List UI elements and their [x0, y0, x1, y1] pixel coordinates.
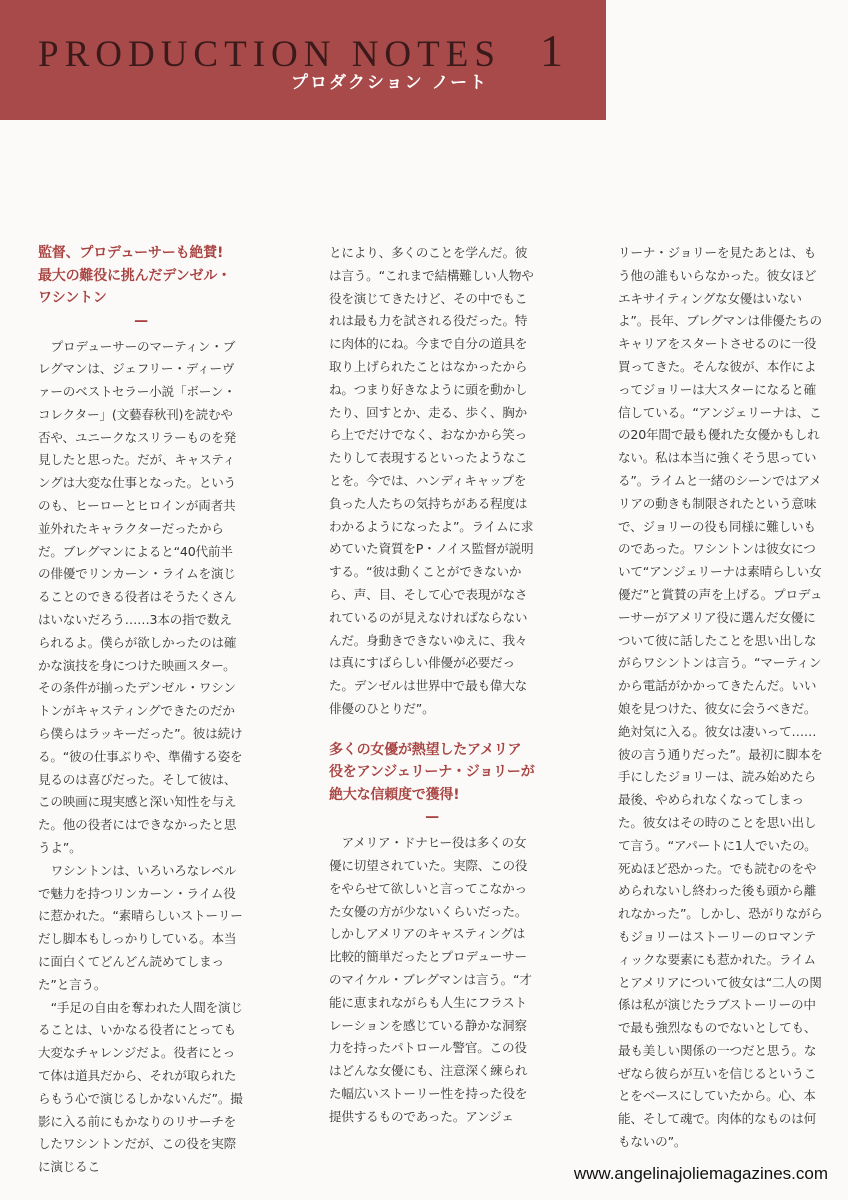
heading-amelia: 多くの女優が熱望したアメリア役をアンジェリーナ・ジョリーが絶大な信頼度で獲得! [329, 741, 535, 803]
header-banner [0, 0, 606, 120]
website-watermark: www.angelinajoliemagazines.com [573, 1164, 828, 1183]
column-1 [38, 242, 244, 1179]
paragraph: “手足の自由を奪われた人間を演じることは、いかなる役者にとっても大変なチャレンジだよ。役者にとって体は道具だから、それが取られたらもう心で演じるしかないんだ”。撮影に入る前にもかなりのリサーチをしたワシントンだが、この役を実際に演じるこ [38, 999, 243, 1175]
heading-denzel: 監督、プロデューサーも絶賛! 最大の難役に挑んだデンゼル・ワシントン [38, 245, 231, 306]
section-subtitle: プロダクション ノート [291, 73, 489, 93]
column-2 [329, 242, 535, 1129]
paragraph: とにより、多くのことを学んだ。彼は言う。“これまで結構難しい人物や役を演じてきたけど、その中でもこれは最も力を試される役だった。特に肉体的にね。今まで自分の道具を取り上げられたことはなかったからね。つまり好きなように頭を動かしたり、回すとか、走る、歩く、胸から上でだけでなく、おなかから笑ったりして表現するといったようなことを。今では、ハンディキャップを負った人たちの気持ちがある程度はわかるようになったよ”。ライムに求めていた資質をP・ノイス監督が説明する。“彼は動くことができないから、声、目、そして心で表現がなされているのが見えなければならないんだ。身動きできないゆえに、我々は真にすばらしい俳優が必要だった。デンゼルは世界中で最も偉大な俳優のひとりだ”。 [329, 245, 534, 716]
paragraph: アメリア・ドナヒー役は多くの女優に切望されていた。実際、この役をやらせて欲しいと言ってこなかった女優の方が少ないくらいだった。しかしアメリアのキャスティングは比較的簡単だったとプロデューサーのマイケル・ブレグマンは言う。“才能に恵まれながらも人生にフラストレーションを感じている静かな洞察力を持ったパトロール警官。この役はどんな女優にも、注意深く練られた幅広いストーリー性を持った役を提供するものであった。アンジェ [329, 835, 532, 1124]
paragraph: リーナ・ジョリーを見たあとは、もう他の誰もいらなかった。彼女ほどエキサイティングな女優はいないよ”。長年、ブレグマンは俳優たちのキャリアをスタートさせるのに一役買ってきた。そんな彼が、本作によってジョリーは大スターになると確信している。“アンジェリーナは、この20年間で最も優れた女優かもしれない。私は本当に強くそう思っている”。ライムと一緒のシーンではアメリアの動きも制限されたという意味で、ジョリーの役も同様に難しいものであった。ワシントンは彼女について“アンジェリーナは素晴らしい女優だ”と賞賛の声を上げる。プロデューサーがアメリア役に選んだ女優について彼に話したことを思い出しながらワシントンは言う。“マーティンから電話がかかってきたんだ。いい娘を見つけた、彼女に会うべきだ。絶対気に入る。彼女は凄いって……彼の言う通りだった”。最初に脚本を手にしたジョリーは、読み始めたら最後、やめられなくなってしまった。彼女はその時のことを思い出して言う。“アパートに1人でいたの。死ぬほど恐かった。でも読むのをやめられないし終わった後も頭から離れなかった”。しかし、恐がりながらもジョリーはストーリーのロマンティックな要素にも惹かれた。ライムとアメリアについて彼女は“二人の関係は私が演じたラブストーリーの中で最も強烈なものでないとしても、最も美しい関係の一つだと思う。なぜなら彼らが互いを信じるということをベースにしていたから。心、本能、そして魂で。肉体的なものは何もないの”。 [618, 245, 823, 1150]
heading-dash: — [134, 312, 148, 329]
paragraph: プロデューサーのマーティン・ブレグマンは、ジェフリー・ディーヴァーのベストセラー小説「ボーン・コレクター」(文藝春秋刊)を読むや否や、ユニークなスリラーものを発見したと思った。だが、キャスティングは大変な仕事となった。というのも、ヒーローとヒロインが両者共並外れたキャラクターだったからだ。ブレグマンによると“40代前半の俳優でリンカーン・ライムを演じることのできる役者はそうたくさんはいないだろう……3本の指で数えられるよ。僕らが欲しかったのは確かな演技を身につけた映画スター。その条件が揃ったデンゼル・ワシントンがキャスティングできたのだから僕らはラッキーだった”。彼は続ける。“彼の仕事ぶりや、準備する姿を見るのは喜びだった。そして彼は、この映画に現実感と深い知性を与えた。他の役者にはできなかったと思うよ”。 [38, 338, 243, 856]
section-title: PRODUCTION NOTES [38, 34, 501, 75]
section-number: 1 [540, 25, 563, 76]
paragraph: ワシントンは、いろいろなレベルで魅力を持つリンカーン・ライム役に惹かれた。“素晴らしいストーリーだし脚本もしっかりしている。本当に面白くてどんどん読めてしまった”と言う。 [38, 862, 243, 992]
heading-dash: — [425, 809, 439, 826]
column-3 [618, 242, 824, 1154]
